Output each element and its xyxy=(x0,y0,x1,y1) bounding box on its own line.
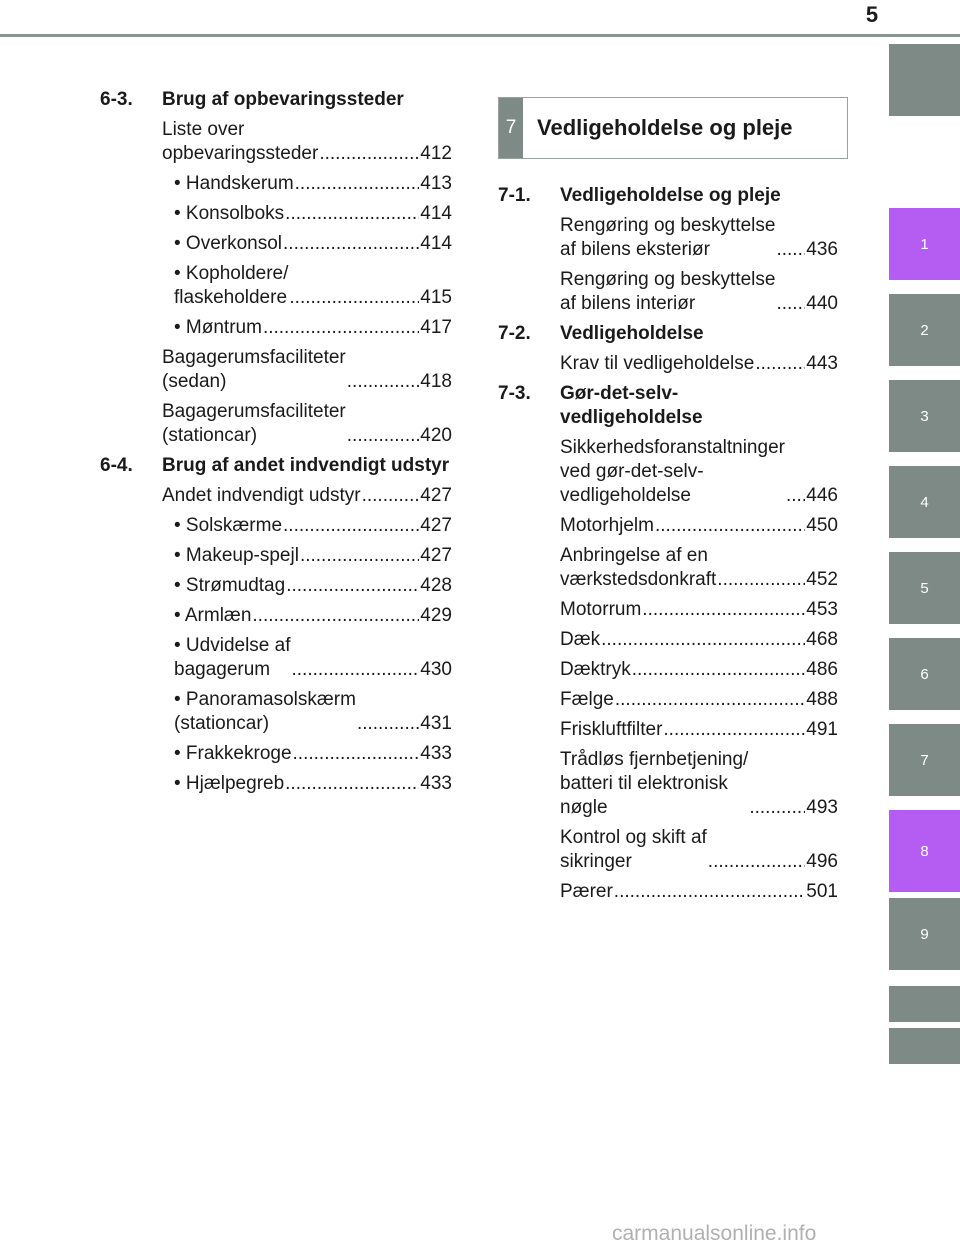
toc-entry[interactable]: • Udvidelse af bagagerum ..... 430 xyxy=(100,634,452,682)
toc-entry[interactable]: Liste over opbevaringssteder ..... 412 xyxy=(100,118,452,166)
toc-column-left xyxy=(100,88,452,802)
tab-blank-top[interactable] xyxy=(889,44,960,116)
toc-entry[interactable]: • Hjælpegreb ..... 433 xyxy=(100,772,452,796)
tab-chapter-8[interactable]: 8 xyxy=(889,810,960,892)
toc-entry[interactable]: • Konsolboks ..... 414 xyxy=(100,202,452,226)
section-number: 7-1. xyxy=(498,185,531,206)
toc-entry[interactable]: • Overkonsol ..... 414 xyxy=(100,232,452,256)
section-title: Vedligeholdelse xyxy=(560,323,704,344)
section-heading xyxy=(498,382,838,430)
toc-entry[interactable]: • Møntrum ..... 417 xyxy=(100,316,452,340)
toc-entry[interactable]: Rengøring og beskyttelse af bilens interiør ..... 440 xyxy=(498,268,838,316)
tab-chapter-9[interactable]: 9 xyxy=(889,898,960,970)
toc-entry[interactable]: Fælge ..... 488 xyxy=(498,688,838,712)
section-number: 7-2. xyxy=(498,323,531,344)
toc-column-right xyxy=(498,184,838,910)
toc-entry[interactable]: Kontrol og skift af sikringer ..... 496 xyxy=(498,826,838,874)
tab-chapter-2[interactable]: 2 xyxy=(889,294,960,366)
toc-entry[interactable]: • Armlæn ..... 429 xyxy=(100,604,452,628)
tab-index[interactable] xyxy=(889,986,960,1022)
section-heading xyxy=(498,184,838,208)
section-number: 6-4. xyxy=(100,455,133,476)
section-title: Gør-det-selv- vedligeholdelse xyxy=(560,383,703,428)
toc-entry[interactable]: Pærer ..... 501 xyxy=(498,880,838,904)
toc-entry[interactable]: Bagagerumsfaciliteter (stationcar) ..... 420 xyxy=(100,400,452,448)
toc-entry[interactable]: Bagagerumsfaciliteter (sedan) ..... 418 xyxy=(100,346,452,394)
tab-chapter-6[interactable]: 6 xyxy=(889,638,960,710)
toc-entry[interactable]: Sikkerhedsforanstaltninger ved gør-det-selv- vedligeholdelse ..... 446 xyxy=(498,436,838,508)
toc-entry[interactable]: • Panoramasolskærm (stationcar) ..... 431 xyxy=(100,688,452,736)
toc-entry[interactable]: • Frakkekroge ..... 433 xyxy=(100,742,452,766)
tab-chapter-1[interactable]: 1 xyxy=(889,208,960,280)
chapter-number: 7 xyxy=(499,98,523,158)
toc-entry[interactable]: Friskluftfilter ..... 491 xyxy=(498,718,838,742)
section-title: Vedligeholdelse og pleje xyxy=(560,185,781,206)
toc-entry[interactable]: Motorhjelm ..... 450 xyxy=(498,514,838,538)
section-title: Brug af opbevaringssteder xyxy=(162,89,404,110)
section-heading xyxy=(100,454,452,478)
toc-entry[interactable]: Trådløs fjernbetjening/ batteri til elektronisk nøgle ..... 493 xyxy=(498,748,838,820)
tab-chapter-4[interactable]: 4 xyxy=(889,466,960,538)
toc-entry[interactable]: Motorrum ..... 453 xyxy=(498,598,838,622)
toc-entry[interactable]: Krav til vedligeholdelse ..... 443 xyxy=(498,352,838,376)
toc-entry[interactable]: • Strømudtag ..... 428 xyxy=(100,574,452,598)
tab-blank-bottom[interactable] xyxy=(889,1028,960,1064)
watermark: carmanualsonline.info xyxy=(612,1222,817,1245)
section-title: Brug af andet indvendigt udstyr xyxy=(162,455,450,476)
toc-entry[interactable]: Dæktryk ..... 486 xyxy=(498,658,838,682)
chapter-title: Vedligeholdelse og pleje xyxy=(537,115,793,140)
section-number: 6-3. xyxy=(100,89,133,110)
section-heading xyxy=(498,322,838,346)
toc-entry[interactable]: Andet indvendigt udstyr ..... 427 xyxy=(100,484,452,508)
section-number: 7-3. xyxy=(498,383,531,404)
header-rule xyxy=(0,34,960,37)
toc-entry[interactable]: Anbringelse af en værkstedsdonkraft ..... 452 xyxy=(498,544,838,592)
toc-entry[interactable]: Dæk ..... 468 xyxy=(498,628,838,652)
tab-chapter-3[interactable]: 3 xyxy=(889,380,960,452)
toc-entry[interactable]: • Solskærme ..... 427 xyxy=(100,514,452,538)
toc-entry[interactable]: Rengøring og beskyttelse af bilens eksteriør ..... 436 xyxy=(498,214,838,262)
tab-chapter-7[interactable]: 7 xyxy=(889,724,960,796)
toc-entry[interactable]: • Kopholdere/ flaskeholdere ..... 415 xyxy=(100,262,452,310)
tab-chapter-5[interactable]: 5 xyxy=(889,552,960,624)
toc-entry[interactable]: • Makeup-spejl ..... 427 xyxy=(100,544,452,568)
section-heading xyxy=(100,88,452,112)
chapter-header xyxy=(498,97,848,159)
page-number: 5 xyxy=(865,2,879,27)
toc-entry[interactable]: • Handskerum ..... 413 xyxy=(100,172,452,196)
